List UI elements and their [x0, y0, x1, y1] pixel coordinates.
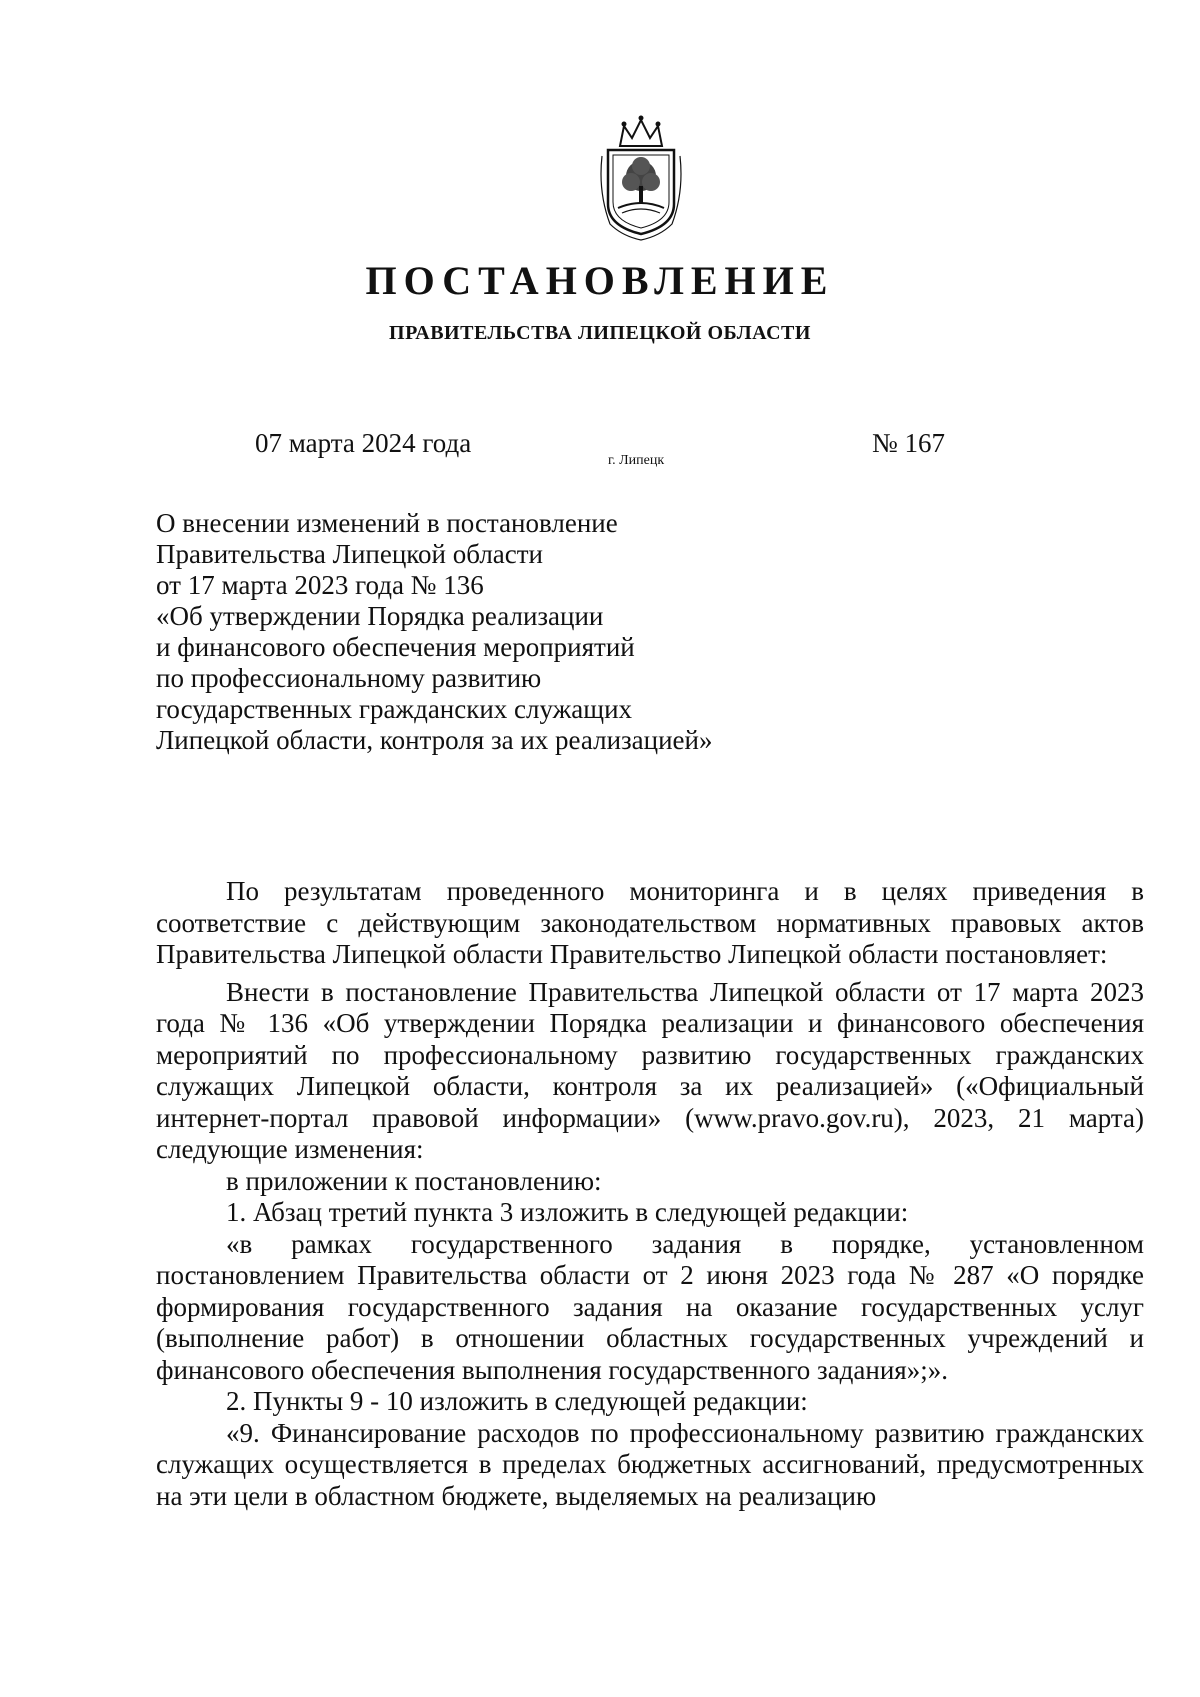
body-paragraph-item-2-text: «9. Финансирование расходов по профессиональному развитию гражданских служащих осуществляется в пределах бюджетных ассигнований, предусмотренных на эти цели в областном бюджете, выделяемых на реализацию — [156, 1417, 1144, 1511]
coat-of-arms-icon — [596, 112, 686, 242]
heading-line: по профессиональному развитию — [156, 663, 542, 693]
heading-line: и финансового обеспечения мероприятий — [156, 632, 635, 662]
heading-line: О внесении изменений в постановление — [156, 508, 618, 538]
document-body — [156, 876, 1144, 1512]
document-city: г. Липецк — [608, 453, 665, 468]
heading-line: Правительства Липецкой области — [156, 539, 544, 569]
heading-line: государственных гражданских служащих — [156, 694, 633, 724]
document-number: № 167 — [872, 428, 946, 458]
body-line-item-1: 1. Абзац третий пункта 3 изложить в следующей редакции: — [226, 1197, 909, 1227]
body-paragraph-preamble: По результатам проведенного мониторинга и в целях приведения в соответствие с действующим законодательством нормативных правовых актов Правительства Липецкой области Правительство Липецкой области постановляет: — [156, 876, 1144, 969]
document-subtitle: ПРАВИТЕЛЬСТВА ЛИПЕЦКОЙ ОБЛАСТИ — [389, 322, 811, 344]
heading-line: от 17 марта 2023 года № 136 — [156, 570, 484, 600]
document-date: 07 марта 2024 года — [255, 428, 472, 458]
body-line-appendix: в приложении к постановлению: — [226, 1165, 602, 1196]
body-paragraph-item-1-text: «в рамках государственного задания в порядке, установленном постановлением Правительства области от 2 июня 2023 года № 287 «О порядке формирования государственного задания на оказание государственных услуг (выполнение работ) в отношении областных государственных учреждений и финансового обеспечения выполнения государственного задания»;». — [156, 1228, 1144, 1385]
body-line-item-2: 2. Пункты 9 - 10 изложить в следующей редакции: — [226, 1386, 808, 1416]
document-title: ПОСТАНОВЛЕНИЕ — [365, 258, 835, 303]
document-heading — [156, 508, 796, 756]
heading-line: «Об утверждении Порядка реализации — [156, 601, 604, 631]
heading-line: Липецкой области, контроля за их реализацией» — [156, 725, 713, 755]
body-paragraph-amendment: Внести в постановление Правительства Липецкой области от 17 марта 2023 года № 136 «Об утверждении Порядка реализации и финансового обеспечения мероприятий по профессиональному развитию государственных гражданских служащих Липецкой области, контроля за их реализацией» («Официальный интернет-портал правовой информации» (www.pravo.gov.ru), 2023, 21 марта) следующие изменения: — [156, 976, 1144, 1164]
